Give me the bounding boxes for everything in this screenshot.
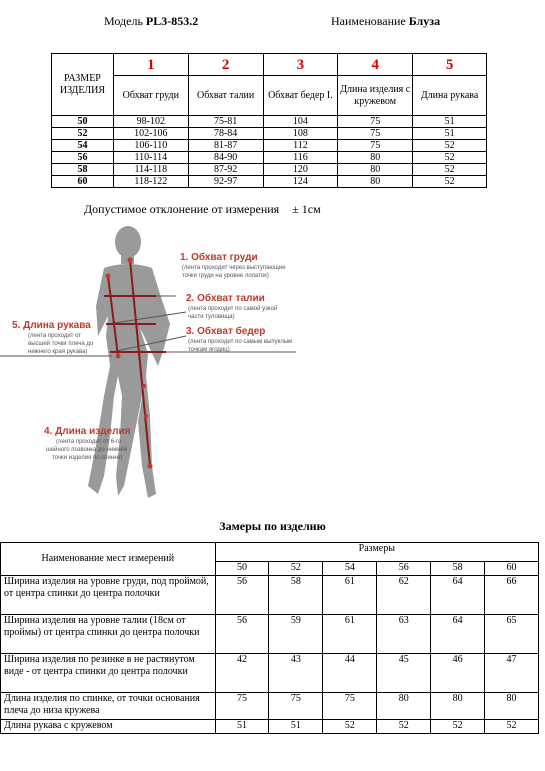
label-waist-title: 2. Обхват талии — [186, 293, 265, 304]
size-value-cell: 75-81 — [188, 116, 263, 128]
size-value-cell: 106-110 — [113, 140, 188, 152]
measurement-value: 47 — [485, 654, 539, 693]
size-value-cell: 80 — [338, 176, 413, 188]
measurement-value: 56 — [215, 615, 269, 654]
measurement-value: 80 — [431, 693, 485, 720]
measurement-name-header: Наименование мест измерений — [1, 543, 216, 576]
measurement-name: Длина изделия по спинке, от точки основания плеча до низа кружева — [1, 693, 216, 720]
name-line — [331, 14, 440, 29]
size-value-cell: 92-97 — [188, 176, 263, 188]
sizes-header: Размеры — [215, 543, 538, 562]
measurement-value: 64 — [431, 615, 485, 654]
measurement-value: 65 — [485, 615, 539, 654]
size-value-cell: 75 — [338, 116, 413, 128]
measurement-value: 52 — [377, 720, 431, 734]
measurement-value: 52 — [323, 720, 377, 734]
column-number: 1 — [113, 54, 188, 76]
size-value-cell: 78-84 — [188, 128, 263, 140]
measurement-value: 43 — [269, 654, 323, 693]
measurement-value: 59 — [269, 615, 323, 654]
column-number: 2 — [188, 54, 263, 76]
column-header: Обхват талии — [188, 76, 263, 116]
size-value-cell: 81-87 — [188, 140, 263, 152]
label-length-title: 4. Длина изделия — [44, 426, 131, 437]
measurement-value: 56 — [215, 576, 269, 615]
model-code: PL3-853.2 — [145, 14, 199, 28]
measurement-row — [1, 693, 539, 720]
name-value: Блуза — [408, 14, 441, 28]
name-label: Наименование — [331, 14, 406, 28]
measurement-value: 52 — [485, 720, 539, 734]
measurement-value: 58 — [269, 576, 323, 615]
size-column-header: 58 — [431, 562, 485, 576]
size-value-cell: 104 — [263, 116, 338, 128]
size-row — [52, 116, 487, 128]
measurements-title: Замеры по изделию — [219, 519, 326, 533]
measurement-row — [1, 654, 539, 693]
size-value-cell: 52 — [413, 176, 487, 188]
size-corner-header: РАЗМЕР ИЗДЕЛИЯ — [52, 54, 114, 116]
measurement-value: 46 — [431, 654, 485, 693]
size-row — [52, 128, 487, 140]
size-value-cell: 84-90 — [188, 152, 263, 164]
size-row — [52, 152, 487, 164]
column-number: 3 — [263, 54, 338, 76]
size-value-cell: 52 — [413, 140, 487, 152]
measurement-value: 66 — [485, 576, 539, 615]
column-number: 5 — [413, 54, 487, 76]
label-length-note: точки изделия по спинке) — [52, 455, 123, 461]
label-sleeve-note: (лента проходит от — [28, 333, 82, 339]
size-value-cell: 118-122 — [113, 176, 188, 188]
measurement-value: 44 — [323, 654, 377, 693]
label-length-note: (лента проходит от 6-го — [56, 439, 122, 445]
label-chest-note: точки груди на уровне лопаток) — [182, 273, 269, 279]
size-value-cell: 75 — [338, 140, 413, 152]
measurement-value: 75 — [269, 693, 323, 720]
label-chest-note: (лента проходит через выступающие — [182, 265, 286, 271]
size-cell: 54 — [52, 140, 114, 152]
size-value-cell: 102-106 — [113, 128, 188, 140]
label-hips-title: 3. Обхват бедер — [186, 326, 266, 337]
measurement-value: 45 — [377, 654, 431, 693]
size-cell: 52 — [52, 128, 114, 140]
measurement-row — [1, 576, 539, 615]
size-value-cell: 51 — [413, 116, 487, 128]
measurement-row — [1, 615, 539, 654]
measurement-value: 61 — [323, 615, 377, 654]
tolerance-value: ± 1см — [292, 202, 321, 216]
size-column-header: 52 — [269, 562, 323, 576]
size-value-cell: 98-102 — [113, 116, 188, 128]
size-value-cell: 87-92 — [188, 164, 263, 176]
size-value-cell: 52 — [413, 164, 487, 176]
size-column-header: 54 — [323, 562, 377, 576]
tolerance-text: Допустимое отклонение от измерения — [84, 202, 280, 216]
measurement-value: 42 — [215, 654, 269, 693]
size-row — [52, 176, 487, 188]
size-value-cell: 116 — [263, 152, 338, 164]
size-row — [52, 164, 487, 176]
measurement-figure — [0, 216, 320, 506]
measurement-value: 51 — [269, 720, 323, 734]
size-value-cell: 108 — [263, 128, 338, 140]
measurement-value: 61 — [323, 576, 377, 615]
size-value-cell: 110-114 — [113, 152, 188, 164]
measurement-value: 80 — [377, 693, 431, 720]
model-label: Модель — [104, 14, 143, 28]
measurement-value: 75 — [323, 693, 377, 720]
model-line — [104, 14, 198, 29]
label-hips-note: точкам ягодиц) — [188, 347, 230, 353]
label-waist-note: части туловища) — [188, 314, 235, 320]
size-cell: 60 — [52, 176, 114, 188]
size-column-header: 60 — [485, 562, 539, 576]
size-value-cell: 80 — [338, 152, 413, 164]
measurement-value: 75 — [215, 693, 269, 720]
measurement-name: Ширина изделия на уровне талии (18см от проймы) от центра спинки до центра полочки — [1, 615, 216, 654]
label-waist-note: (лента проходит по самой узкой — [188, 306, 278, 312]
label-chest-title: 1. Обхват груди — [180, 252, 258, 263]
label-hips-note: (лента проходит по самым выпуклым — [188, 339, 293, 345]
column-header: Обхват груди — [113, 76, 188, 116]
measurement-value: 52 — [431, 720, 485, 734]
size-value-cell: 51 — [413, 128, 487, 140]
column-number: 4 — [338, 54, 413, 76]
column-header: Обхват бедер I. — [263, 76, 338, 116]
size-value-cell: 120 — [263, 164, 338, 176]
size-column-header: 56 — [377, 562, 431, 576]
size-value-cell: 114-118 — [113, 164, 188, 176]
label-sleeve-note: нижнего края рукава) — [28, 349, 88, 355]
column-header: Длина изделия с кружевом — [338, 76, 413, 116]
measurement-name: Ширина изделия на уровне груди, под проймой, от центра спинки до центра полочки — [1, 576, 216, 615]
size-cell: 58 — [52, 164, 114, 176]
size-value-cell: 112 — [263, 140, 338, 152]
size-cell: 50 — [52, 116, 114, 128]
measurement-value: 62 — [377, 576, 431, 615]
measurement-name: Длина рукава с кружевом — [1, 720, 216, 734]
size-value-cell: 124 — [263, 176, 338, 188]
size-row — [52, 140, 487, 152]
measurement-value: 63 — [377, 615, 431, 654]
measurements-table — [0, 542, 539, 734]
label-sleeve-note: высшей точки плеча до — [28, 341, 94, 347]
column-header: Длина рукава — [413, 76, 487, 116]
size-value-cell: 52 — [413, 152, 487, 164]
size-table — [51, 53, 487, 188]
measurement-value: 51 — [215, 720, 269, 734]
measurement-name: Ширина изделия по резинке в не растянутом виде - от центра спинки до центра полочки — [1, 654, 216, 693]
label-sleeve-title: 5. Длина рукава — [12, 320, 91, 331]
measurement-value: 80 — [485, 693, 539, 720]
size-cell: 56 — [52, 152, 114, 164]
size-value-cell: 80 — [338, 164, 413, 176]
size-column-header: 50 — [215, 562, 269, 576]
tolerance-note — [84, 202, 321, 217]
measurement-row — [1, 720, 539, 734]
measurement-value: 64 — [431, 576, 485, 615]
label-length-note: шейного позвонка до нижней — [46, 447, 128, 453]
size-value-cell: 75 — [338, 128, 413, 140]
